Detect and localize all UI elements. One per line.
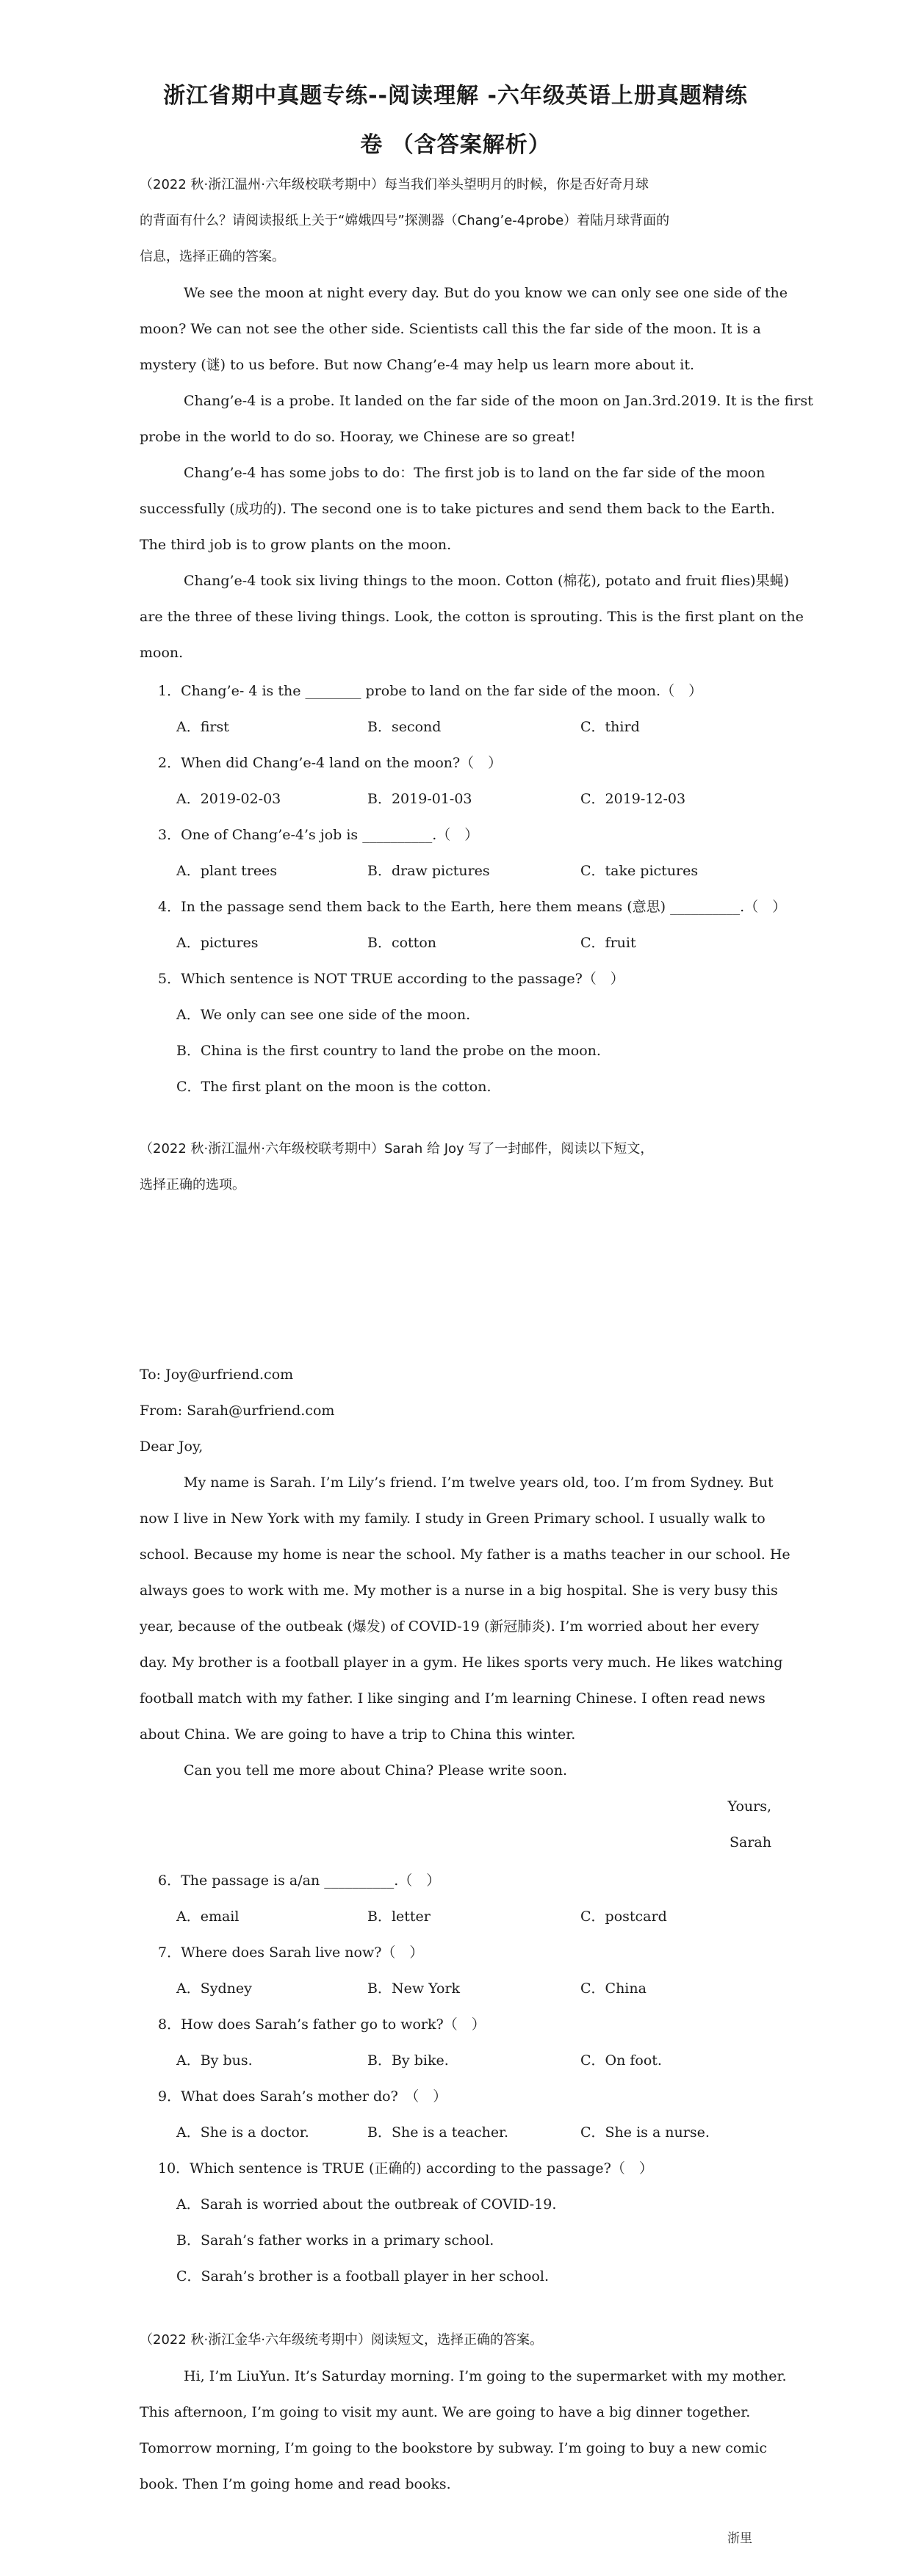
- passage3-line: Tomorrow morning, I’m going to the bookstore by subway. I’m going to buy a new comic: [140, 2440, 767, 2456]
- document-title-line1: 浙江省期中真题专练--阅读理解 -六年级英语上册真题精练: [163, 83, 748, 109]
- question-8: 8．How does Sarah’s father go to work?（ ）: [158, 2016, 486, 2033]
- passage2-line: day. My brother is a football player in a gym. He likes sports very much. He likes watching: [140, 1654, 783, 1671]
- passage1-intro-line: （2022 秋·浙江温州·六年级校联考期中）每当我们举头望明月的时候，你是否好奇月球: [140, 177, 649, 192]
- option-4a[interactable]: A．pictures: [176, 935, 259, 951]
- passage1-line: Chang’e-4 has some jobs to do：The first job is to land on the far side of the moon: [184, 465, 766, 481]
- question-3: 3．One of Chang’e-4’s job is __________.（ ）: [158, 827, 479, 843]
- option-8c[interactable]: C．On foot.: [580, 2052, 662, 2069]
- option-2c[interactable]: C．2019-12-03: [580, 791, 686, 807]
- option-6b[interactable]: B．letter: [367, 1909, 431, 1925]
- passage1-line: The third job is to grow plants on the moon.: [140, 537, 452, 553]
- email-to: To: Joy@urfriend.com: [140, 1367, 294, 1383]
- option-8a[interactable]: A．By bus.: [176, 2052, 253, 2069]
- email-closing: Yours,: [727, 1798, 771, 1815]
- option-1c[interactable]: C．third: [580, 719, 640, 735]
- option-8b[interactable]: B．By bike.: [367, 2052, 449, 2069]
- passage2-intro-line: 选择正确的选项。: [140, 1177, 245, 1193]
- option-4c[interactable]: C．fruit: [580, 935, 636, 951]
- passage1-line: Chang’e-4 is a probe. It landed on the far side of the moon on Jan.3rd.2019. It is the first: [184, 393, 813, 409]
- option-3a[interactable]: A．plant trees: [176, 863, 278, 879]
- option-6c[interactable]: C．postcard: [580, 1909, 667, 1925]
- option-3c[interactable]: C．take pictures: [580, 863, 699, 879]
- question-10: 10．Which sentence is TRUE (正确的) according to the passage?（ ）: [158, 2160, 653, 2177]
- passage1-line: moon? We can not see the other side. Scientists call this the far side of the moon. It is a: [140, 321, 761, 337]
- option-3b[interactable]: B．draw pictures: [367, 863, 490, 879]
- option-9b[interactable]: B．She is a teacher.: [367, 2124, 509, 2141]
- passage1-line: We see the moon at night every day. But do you know we can only see one side of the: [184, 285, 788, 301]
- passage2-line: My name is Sarah. I’m Lily’s friend. I’m twelve years old, too. I’m from Sydney. But: [184, 1475, 774, 1491]
- email-signature: Sarah: [730, 1834, 771, 1850]
- option-10a[interactable]: A．Sarah is worried about the outbreak of COVID-19.: [176, 2196, 557, 2213]
- question-2: 2．When did Chang’e-4 land on the moon?（ ）: [158, 755, 503, 771]
- footer-watermark: 浙里: [727, 2531, 752, 2546]
- option-7b[interactable]: B．New York: [367, 1980, 461, 1997]
- option-9c[interactable]: C．She is a nurse.: [580, 2124, 710, 2141]
- question-6: 6．The passage is a/an __________.（ ）: [158, 1873, 441, 1889]
- option-7a[interactable]: A．Sydney: [176, 1980, 252, 1997]
- option-5b[interactable]: B．China is the first country to land the probe on the moon.: [176, 1043, 601, 1059]
- passage3-line: This afternoon, I’m going to visit my aunt. We are going to have a big dinner together.: [140, 2404, 751, 2420]
- document-title-line2: 卷 （含答案解析）: [360, 132, 551, 158]
- passage3-intro: （2022 秋·浙江金华·六年级统考期中）阅读短文，选择正确的答案。: [140, 2332, 543, 2348]
- option-10c[interactable]: C．Sarah’s brother is a football player in her school.: [176, 2268, 549, 2284]
- option-5c[interactable]: C．The first plant on the moon is the cotton.: [176, 1079, 491, 1095]
- option-10b[interactable]: B．Sarah’s father works in a primary school.: [176, 2232, 494, 2248]
- passage2-line: school. Because my home is near the school. My father is a maths teacher in our school. He: [140, 1546, 791, 1563]
- passage3-line: Hi, I’m LiuYun. It’s Saturday morning. I’m going to the supermarket with my mother.: [184, 2368, 787, 2384]
- option-2b[interactable]: B．2019-01-03: [367, 791, 472, 807]
- question-4: 4．In the passage send them back to the Earth, here them means (意思) __________.（ ）: [158, 899, 787, 915]
- passage2-line: about China. We are going to have a trip to China this winter.: [140, 1726, 576, 1743]
- option-9a[interactable]: A．She is a doctor.: [176, 2124, 309, 2141]
- option-1b[interactable]: B．second: [367, 719, 442, 735]
- option-6a[interactable]: A．email: [176, 1909, 240, 1925]
- passage2-line: now I live in New York with my family. I study in Green Primary school. I usually walk to: [140, 1510, 766, 1527]
- email-greeting: Dear Joy,: [140, 1439, 204, 1455]
- passage2-line: Can you tell me more about China? Please write soon.: [184, 1762, 567, 1779]
- question-5: 5．Which sentence is NOT TRUE according to the passage?（ ）: [158, 971, 624, 987]
- option-1a[interactable]: A．first: [176, 719, 229, 735]
- passage1-line: probe in the world to do so. Hooray, we Chinese are so great!: [140, 429, 576, 445]
- question-1: 1．Chang’e- 4 is the ________ probe to land on the far side of the moon.（ ）: [158, 683, 703, 699]
- passage1-line: are the three of these living things. Look, the cotton is sprouting. This is the first plant on the: [140, 609, 804, 625]
- passage1-line: mystery (谜) to us before. But now Chang’e-4 may help us learn more about it.: [140, 357, 695, 373]
- passage1-intro-line: 的背面有什么？请阅读报纸上关于“嫦娥四号”探测器（Chang’e-4probe）着陆月球背面的: [140, 213, 670, 228]
- passage1-line: successfully (成功的). The second one is to take pictures and send them back to the Earth.: [140, 501, 775, 517]
- passage1-line: Chang’e-4 took six living things to the moon. Cotton (棉花), potato and fruit flies)果蝇): [184, 573, 789, 589]
- question-9: 9．What does Sarah’s mother do? （ ）: [158, 2088, 447, 2105]
- passage2-line: always goes to work with me. My mother is a nurse in a big hospital. She is very busy this: [140, 1582, 778, 1599]
- option-5a[interactable]: A．We only can see one side of the moon.: [176, 1007, 471, 1023]
- option-7c[interactable]: C．China: [580, 1980, 647, 1997]
- passage2-line: year, because of the outbeak (爆发) of COVID-19 (新冠肺炎). I’m worried about her every: [140, 1618, 760, 1635]
- passage2-intro-line: （2022 秋·浙江温州·六年级校联考期中）Sarah 给 Joy 写了一封邮件，阅读以下短文，: [140, 1141, 654, 1157]
- option-4b[interactable]: B．cotton: [367, 935, 436, 951]
- passage3-line: book. Then I’m going home and read books.: [140, 2476, 451, 2492]
- question-7: 7．Where does Sarah live now?（ ）: [158, 1944, 424, 1961]
- option-2a[interactable]: A．2019-02-03: [176, 791, 281, 807]
- email-from: From: Sarah@urfriend.com: [140, 1403, 335, 1419]
- passage1-line: moon.: [140, 645, 184, 661]
- passage1-intro-line: 信息，选择正确的答案。: [140, 249, 285, 264]
- passage2-line: football match with my father. I like singing and I’m learning Chinese. I often read news: [140, 1690, 766, 1707]
